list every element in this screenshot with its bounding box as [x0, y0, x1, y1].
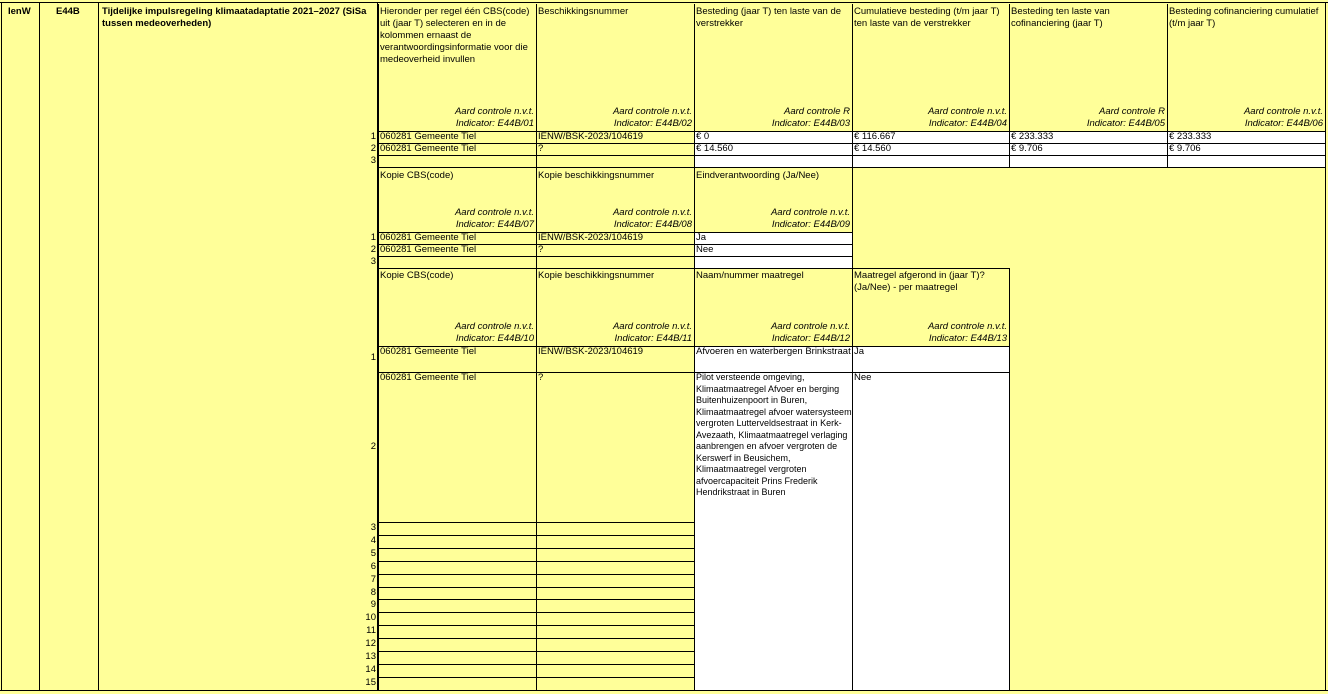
- section3-header-top: [694, 268, 1009, 269]
- section3-empty-afgerond[interactable]: [852, 548, 1009, 561]
- section2-cell[interactable]: [378, 256, 536, 268]
- section1-header-1: Hieronder per regel één CBS(code) uit (jaar T) selecteren en in de kolommen ernaast de verantwoordingsinformatie voor die medeoverheid invullen: [380, 6, 530, 65]
- section3-indicator-3: Indicator: E44B/12: [771, 332, 850, 344]
- section3-row-number: 13: [365, 651, 376, 662]
- section2-row-line: [378, 256, 852, 257]
- section1-cell[interactable]: [1167, 155, 1325, 167]
- section3-row-number: 2: [370, 441, 376, 452]
- section1-cell[interactable]: € 0: [694, 131, 852, 143]
- section3-col-line: [378, 522, 379, 690]
- section1-row-number: 3: [370, 155, 376, 166]
- section1-cell[interactable]: [378, 155, 536, 167]
- section1-cell[interactable]: [1009, 155, 1167, 167]
- section1-header-divider-6: [1325, 4, 1326, 131]
- section1-col-line: [1167, 131, 1168, 167]
- section3-col-line: [1009, 346, 1010, 522]
- section2-header-2: Kopie beschikkingsnummer: [538, 170, 655, 181]
- section2-header-3: Eindverantwoording (Ja/Nee): [696, 170, 820, 181]
- section3-row-number: 11: [366, 625, 376, 636]
- section3-empty-afgerond[interactable]: [852, 612, 1009, 625]
- section2-control-3: [694, 207, 852, 230]
- section2-cell[interactable]: [694, 256, 852, 268]
- section3-empty-maatregel[interactable]: [694, 638, 852, 651]
- section1-col-line: [1325, 131, 1326, 167]
- section1-cell[interactable]: € 233.333: [1167, 131, 1325, 143]
- section2-control-1: [378, 207, 536, 230]
- section3-control-1: [378, 321, 536, 344]
- section3-row-number: 14: [365, 664, 376, 675]
- section2-col-line: [694, 232, 695, 268]
- section3-control-type-2: Aard controle n.v.t.: [612, 321, 692, 332]
- section3-empty-maatregel[interactable]: [694, 625, 852, 638]
- regulation-code: E44B: [56, 6, 80, 17]
- section3-empty-maatregel[interactable]: [694, 651, 852, 664]
- section3-empty-afgerond[interactable]: [852, 522, 1009, 535]
- section3-empty-afgerond[interactable]: [852, 561, 1009, 574]
- section2-indicator-1: Indicator: E44B/07: [455, 218, 534, 230]
- section1-cell[interactable]: IENW/BSK-2023/104619: [536, 131, 694, 143]
- section3-maatregel-cell[interactable]: Afvoeren en waterbergen Brinkstraat: [694, 346, 852, 372]
- section1-control-type-2: Aard controle n.v.t.: [612, 106, 692, 117]
- section3-col-line: [536, 346, 537, 522]
- section3-empty-maatregel[interactable]: [694, 599, 852, 612]
- section2-row-number: 2: [370, 244, 376, 255]
- section3-header-divider-4: [1009, 268, 1010, 346]
- section3-row-number: 12: [365, 638, 376, 649]
- section3-row-number: 15: [365, 677, 376, 688]
- section3-indicator-4: Indicator: E44B/13: [928, 332, 1007, 344]
- col-divider-code: [98, 2, 99, 690]
- section1-control-type-1: Aard controle n.v.t.: [454, 106, 534, 117]
- section3-empty-maatregel[interactable]: [694, 574, 852, 587]
- section3-col-line: [852, 346, 853, 522]
- section3-empty-maatregel[interactable]: [694, 535, 852, 548]
- section3-empty-maatregel[interactable]: [694, 664, 852, 677]
- section1-cell[interactable]: ?: [536, 143, 694, 155]
- section1-indicator-5: Indicator: E44B/05: [1086, 117, 1165, 129]
- section2-cell[interactable]: 060281 Gemeente Tiel: [378, 244, 536, 256]
- section1-col-line: [536, 131, 537, 167]
- section1-cell[interactable]: 060281 Gemeente Tiel: [378, 131, 536, 143]
- section1-control-5: [1009, 106, 1167, 129]
- section1-control-6: [1167, 106, 1325, 129]
- section3-empty-maatregel[interactable]: [694, 587, 852, 599]
- section3-empty-maatregel[interactable]: [694, 522, 852, 535]
- section3-afgerond-cell[interactable]: Nee: [852, 372, 1009, 522]
- section2-cell[interactable]: IENW/BSK-2023/104619: [536, 232, 694, 244]
- section3-empty-maatregel[interactable]: [694, 548, 852, 561]
- section2-control-type-3: Aard controle n.v.t.: [770, 207, 850, 218]
- section1-cell[interactable]: € 233.333: [1009, 131, 1167, 143]
- section3-empty-afgerond[interactable]: [852, 677, 1009, 690]
- section1-cell[interactable]: € 116.667: [852, 131, 1009, 143]
- section3-header-1: Kopie CBS(code): [380, 270, 454, 281]
- section1-header-3: Besteding (jaar T) ten laste van de verstrekker: [696, 6, 842, 29]
- section3-row-number: 5: [370, 548, 376, 559]
- section2-col-line: [852, 232, 853, 268]
- section2-row-number: 3: [370, 256, 376, 267]
- section3-header-2: Kopie beschikkingsnummer: [538, 270, 655, 281]
- section3-row-number: 3: [370, 522, 376, 533]
- section1-control-type-5: Aard controle R: [1098, 106, 1165, 117]
- section3-row-line: [378, 690, 1009, 691]
- section3-cbs-cell[interactable]: 060281 Gemeente Tiel: [378, 346, 536, 372]
- section3-control-type-1: Aard controle n.v.t.: [454, 321, 534, 332]
- section3-row-number: 9: [370, 599, 376, 610]
- section2-row-line: [378, 244, 852, 245]
- section1-header-4: Cumulatieve besteding (t/m jaar T) ten laste van de verstrekker: [854, 6, 1000, 29]
- section3-col-line: [694, 522, 695, 690]
- section3-empty-afgerond[interactable]: [852, 638, 1009, 651]
- section3-indicator-2: Indicator: E44B/11: [614, 332, 692, 344]
- section2-indicator-3: Indicator: E44B/09: [771, 218, 850, 230]
- section2-row-line: [378, 232, 852, 233]
- section2-cell[interactable]: [536, 256, 694, 268]
- section2-indicator-2: Indicator: E44B/08: [613, 218, 692, 230]
- section3-col-line: [378, 346, 379, 522]
- section3-header-divider-left: [378, 268, 379, 346]
- section1-cell[interactable]: € 14.560: [694, 143, 852, 155]
- section3-control-2: [536, 321, 694, 344]
- section1-control-3: [694, 106, 852, 129]
- section1-row-number: 1: [370, 131, 376, 142]
- section3-indicator-1: Indicator: E44B/10: [455, 332, 534, 344]
- section2-col-line: [378, 232, 379, 268]
- section1-header-6: Besteding cofinanciering cumulatief (t/m jaar T): [1169, 6, 1319, 29]
- section1-indicator-2: Indicator: E44B/02: [613, 117, 692, 129]
- section1-indicator-4: Indicator: E44B/04: [928, 117, 1007, 129]
- section2-cell[interactable]: 060281 Gemeente Tiel: [378, 232, 536, 244]
- section1-control-type-6: Aard controle n.v.t.: [1243, 106, 1323, 117]
- section2-header-divider-3: [852, 168, 853, 232]
- section3-control-type-3: Aard controle n.v.t.: [770, 321, 850, 332]
- section3-empty-afgerond[interactable]: [852, 651, 1009, 664]
- section3-row-number: 6: [370, 561, 376, 572]
- section1-col-line: [694, 131, 695, 167]
- section3-empty-afgerond[interactable]: [852, 599, 1009, 612]
- section1-row-number: 2: [370, 143, 376, 154]
- section3-empty-afgerond[interactable]: [852, 587, 1009, 599]
- section3-beschikking-cell[interactable]: ?: [536, 372, 694, 522]
- section3-control-4: [852, 321, 1009, 344]
- ministry-code: IenW: [8, 6, 31, 17]
- section3-empty-afgerond[interactable]: [852, 574, 1009, 587]
- section1-header-divider-left: [378, 4, 379, 131]
- section1-indicator-1: Indicator: E44B/01: [455, 117, 534, 129]
- section1-cell[interactable]: 060281 Gemeente Tiel: [378, 143, 536, 155]
- section1-header-2: Beschikkingsnummer: [538, 6, 629, 17]
- section1-header-5: Besteding ten laste van cofinanciering (jaar T): [1011, 6, 1110, 29]
- section3-empty-afgerond[interactable]: [852, 664, 1009, 677]
- section1-control-type-4: Aard controle n.v.t.: [927, 106, 1007, 117]
- section3-cbs-cell[interactable]: 060281 Gemeente Tiel: [378, 372, 536, 522]
- section3-row-number: 7: [370, 574, 376, 585]
- section2-cell[interactable]: Ja: [694, 232, 852, 244]
- section1-cell[interactable]: € 14.560: [852, 143, 1009, 155]
- section2-row-number: 1: [370, 232, 376, 243]
- section1-cell[interactable]: [694, 155, 852, 167]
- section3-row-number: 4: [370, 535, 376, 546]
- section3-row-number: 8: [370, 587, 376, 598]
- section3-control-3: [694, 321, 852, 344]
- section1-col-line: [378, 131, 379, 167]
- section3-empty-maatregel[interactable]: [694, 561, 852, 574]
- section1-col-line: [852, 131, 853, 167]
- section3-empty-maatregel[interactable]: [694, 612, 852, 625]
- frame-left: [1, 2, 2, 690]
- section3-empty-afgerond[interactable]: [852, 535, 1009, 548]
- section3-empty-afgerond[interactable]: [852, 625, 1009, 638]
- section1-cell[interactable]: € 9.706: [1009, 143, 1167, 155]
- section2-header-divider-left: [378, 168, 379, 232]
- section3-col-line: [536, 522, 537, 690]
- section3-row-number: 1: [370, 352, 376, 363]
- section3-empty-maatregel[interactable]: [694, 677, 852, 690]
- section1-control-4: [852, 106, 1009, 129]
- section1-cell[interactable]: [536, 155, 694, 167]
- section3-row-number: 10: [365, 612, 376, 623]
- regulation-title: Tijdelijke impulsregeling klimaatadaptatie 2021–2027 (SiSa tussen medeoverheden): [102, 6, 367, 29]
- section2-header-1: Kopie CBS(code): [380, 170, 454, 181]
- section3-beschikking-cell[interactable]: IENW/BSK-2023/104619: [536, 346, 694, 372]
- section3-control-type-4: Aard controle n.v.t.: [927, 321, 1007, 332]
- col-divider-ministry: [39, 2, 40, 690]
- section1-cell[interactable]: € 9.706: [1167, 143, 1325, 155]
- section2-cell[interactable]: Nee: [694, 244, 852, 256]
- section1-indicator-3: Indicator: E44B/03: [771, 117, 850, 129]
- section3-col-line: [852, 522, 853, 690]
- section3-afgerond-cell[interactable]: Ja: [852, 346, 1009, 372]
- section2-control-type-1: Aard controle n.v.t.: [454, 207, 534, 218]
- section1-control-2: [536, 106, 694, 129]
- section3-col-line: [1009, 522, 1010, 690]
- section3-header-3: Naam/nummer maatregel: [696, 270, 804, 281]
- section3-col-line: [694, 346, 695, 522]
- section1-control-type-3: Aard controle R: [783, 106, 850, 117]
- section1-cell[interactable]: [852, 155, 1009, 167]
- frame-top: [0, 2, 1328, 3]
- section1-indicator-6: Indicator: E44B/06: [1244, 117, 1323, 129]
- section2-col-line: [536, 232, 537, 268]
- section1-control-1: [378, 106, 536, 129]
- section2-control-2: [536, 207, 694, 230]
- section3-header-4: Maatregel afgerond in (jaar T)? (Ja/Nee) - per maatregel: [854, 270, 985, 293]
- section1-col-line: [1009, 131, 1010, 167]
- section2-cell[interactable]: ?: [536, 244, 694, 256]
- section3-maatregel-cell[interactable]: Pilot versteende omgeving, Klimaatmaatregel Afvoer en berging Buitenhuizenpoort in Buren, Klimaatmaatregel afvoer watersysteem vergroten Lutterveldsestraat in Kerk-Avezaath, Klimaatmaatregel verlaging aanbrengen en afvoer vergroten de Kerswerf in Beusichem, Klimaatmaatregel vergroten afvoercapaciteit Prins Frederik Hendrikstraat in Buren: [694, 372, 852, 522]
- section2-control-type-2: Aard controle n.v.t.: [612, 207, 692, 218]
